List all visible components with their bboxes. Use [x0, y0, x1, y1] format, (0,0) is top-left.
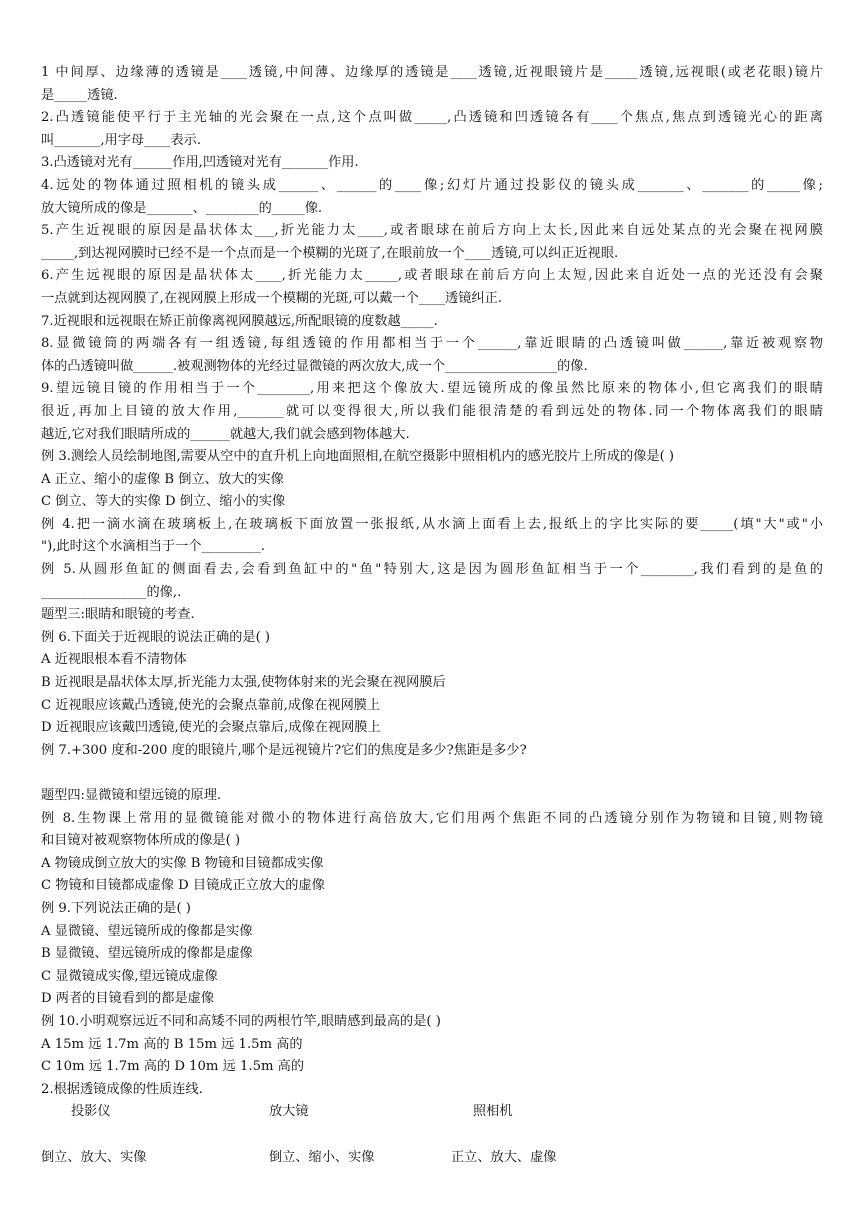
text-line: 例 6.下面关于近视眼的说法正确的是( ) — [41, 629, 271, 645]
text-line: C 倒立、等大的实像 D 倒立、缩小的实像 — [41, 494, 286, 510]
text-line: B 近视眼是晶状体太厚,折光能力太强,使物体射来的光会聚在视网膜后 — [41, 675, 446, 691]
text-line: 和目镜对被观察物体所成的像是( ) — [41, 833, 241, 849]
text-line: B 显微镜、望远镜所成的像都是虚像 — [41, 946, 253, 962]
text-line: C 显微镜成实像,望远镜成虚像 — [41, 968, 218, 984]
text-line: 例 10.小明观察远近不同和高矮不同的两根竹竿,眼睛感到最高的是( ) — [41, 1013, 441, 1029]
text-line: C 物镜和目镜都成虚像 D 目镜成正立放大的虚像 — [41, 878, 325, 894]
text-line: 很近,再加上目镜的放大作用,_______就可以变得很大,所以我们能很清楚的看到远处的物体.同一个物体离我们的眼睛 — [41, 403, 823, 419]
text-line: A 近视眼根本看不清物体 — [41, 652, 187, 668]
text-line: A 15m 远 1.7m 高的 B 15m 远 1.5m 高的 — [41, 1036, 303, 1052]
text-line: C 近视眼应该戴凸透镜,使光的会聚点靠前,成像在视网膜上 — [41, 697, 381, 713]
device-projector: 投影仪 — [71, 1104, 111, 1120]
blank-line — [41, 1124, 823, 1147]
text-line: 2.凸透镜能使平行于主光轴的光会聚在一点,这个点叫做_____,凸透镜和凹透镜各有____个焦点,焦点到透镜光心的距离 — [41, 110, 823, 126]
document-page — [41, 62, 823, 1169]
image-property-1: 倒立、放大、实像 — [41, 1149, 147, 1165]
text-line: 例 8.生物课上常用的显微镜能对微小的物体进行高倍放大,它们用两个焦距不同的凸透镜分别作为物镜和目镜,则物镜 — [41, 810, 823, 826]
text-line: A 正立、缩小的虚像 B 倒立、放大的实像 — [41, 471, 284, 487]
text-line: _____,到达视网膜时已经不是一个点而是一个模糊的光斑了,在眼前放一个____透镜,可以纠正近视眼. — [41, 245, 619, 261]
image-property-3: 正立、放大、虚像 — [451, 1149, 557, 1165]
device-magnifier: 放大镜 — [269, 1104, 309, 1120]
text-line: 题型三:眼睛和眼镜的考查. — [41, 607, 195, 623]
text-line: 一点就到达视网膜了,在视网膜上形成一个模糊的光斑,可以戴一个____透镜纠正. — [41, 290, 502, 306]
text-line: 4.远处的物体通过照相机的镜头成______、______的____像;幻灯片通过投影仪的镜头成_______、_______的_____像; — [41, 177, 823, 193]
text-line: 3.凸透镜对光有______作用,凹透镜对光有_______作用. — [41, 155, 359, 171]
text-line: A 物镜成倒立放大的实像 B 物镜和目镜都成实像 — [41, 855, 324, 871]
document-text — [41, 62, 823, 1101]
text-line: 例 4.把一滴水滴在玻璃板上,在玻璃板下面放置一张报纸,从水滴上面看上去,报纸上的字比实际的要_____(填"大"或"小 — [41, 516, 823, 532]
text-line: 题型四:显微镜和望远镜的原理. — [41, 788, 222, 803]
text-line: 叫_______,用字母____表示. — [41, 132, 202, 148]
text-line: ________________的像,. — [41, 584, 182, 600]
device-camera: 照相机 — [473, 1104, 513, 1120]
matching-devices-row — [41, 1101, 823, 1124]
text-line: 1 中间厚、边缘薄的透镜是____透镜,中间薄、边缘厚的透镜是____透镜,近视眼镜片是_____透镜,远视眼(或老花眼)镜片 — [41, 65, 823, 80]
text-line: "),此时这个水滴相当于一个_________. — [41, 539, 265, 555]
text-line: 9.望远镜目镜的作用相当于一个________,用来把这个像放大.望远镜所成的像虽然比原来的物体小,但它离我们的眼睛 — [41, 381, 823, 397]
text-line: 8.显微镜筒的两端各有一组透镜,每组透镜的作用都相当于一个______,靠近眼睛的凸透镜叫做______,靠近被观察物 — [41, 336, 823, 352]
text-line: 体的凸透镜叫做______.被观测物体的光经过显微镜的两次放大,成一个_________________的像. — [41, 358, 588, 374]
text-line: 放大镜所成的像是_______、________的_____像. — [41, 200, 323, 216]
matching-images-row — [41, 1147, 823, 1170]
text-line: 6.产生远视眼的原因是晶状体太____,折光能力太_____,或者眼球在前后方向上太短,因此来自近处一点的光还没有会聚 — [41, 268, 823, 284]
text-line: 是_____透镜. — [41, 87, 118, 103]
text-line: 例 5.从圆形鱼缸的侧面看去,会看到鱼缸中的"鱼"特别大,这是因为圆形鱼缸相当于一个________,我们看到的是鱼的 — [41, 562, 823, 578]
text-line: A 显微镜、望远镜所成的像都是实像 — [41, 923, 253, 939]
blank-line — [41, 762, 823, 785]
text-line: 越近,它对我们眼睛所成的______就越大,我们就会感到物体越大. — [41, 426, 410, 442]
text-line: 例 7.+300 度和-200 度的眼镜片,哪个是远视镜片?它们的焦度是多少?焦距是多少? — [41, 742, 527, 758]
text-line: 5.产生近视眼的原因是晶状体太___,折光能力太____,或者眼球在前后方向上太长,因此来自远处某点的光会聚在视网膜 — [41, 223, 823, 239]
text-line: 例 9.下列说法正确的是( ) — [41, 900, 191, 916]
text-line: 例 3.测绘人员绘制地图,需要从空中的直升机上向地面照相,在航空摄影中照相机内的感光胶片上所成的像是( ) — [41, 449, 675, 465]
text-line: 7.近视眼和远视眼在矫正前像离视网膜越远,所配眼镜的度数越_____. — [41, 313, 438, 329]
image-property-2: 倒立、缩小、实像 — [269, 1149, 375, 1165]
text-line: 2.根据透镜成像的性质连线. — [41, 1081, 203, 1097]
text-line: D 两者的目镜看到的都是虚像 — [41, 991, 215, 1007]
text-line: C 10m 远 1.7m 高的 D 10m 远 1.5m 高的 — [41, 1059, 305, 1075]
text-line: D 近视眼应该戴凹透镜,使光的会聚点靠后,成像在视网膜上 — [41, 720, 381, 736]
